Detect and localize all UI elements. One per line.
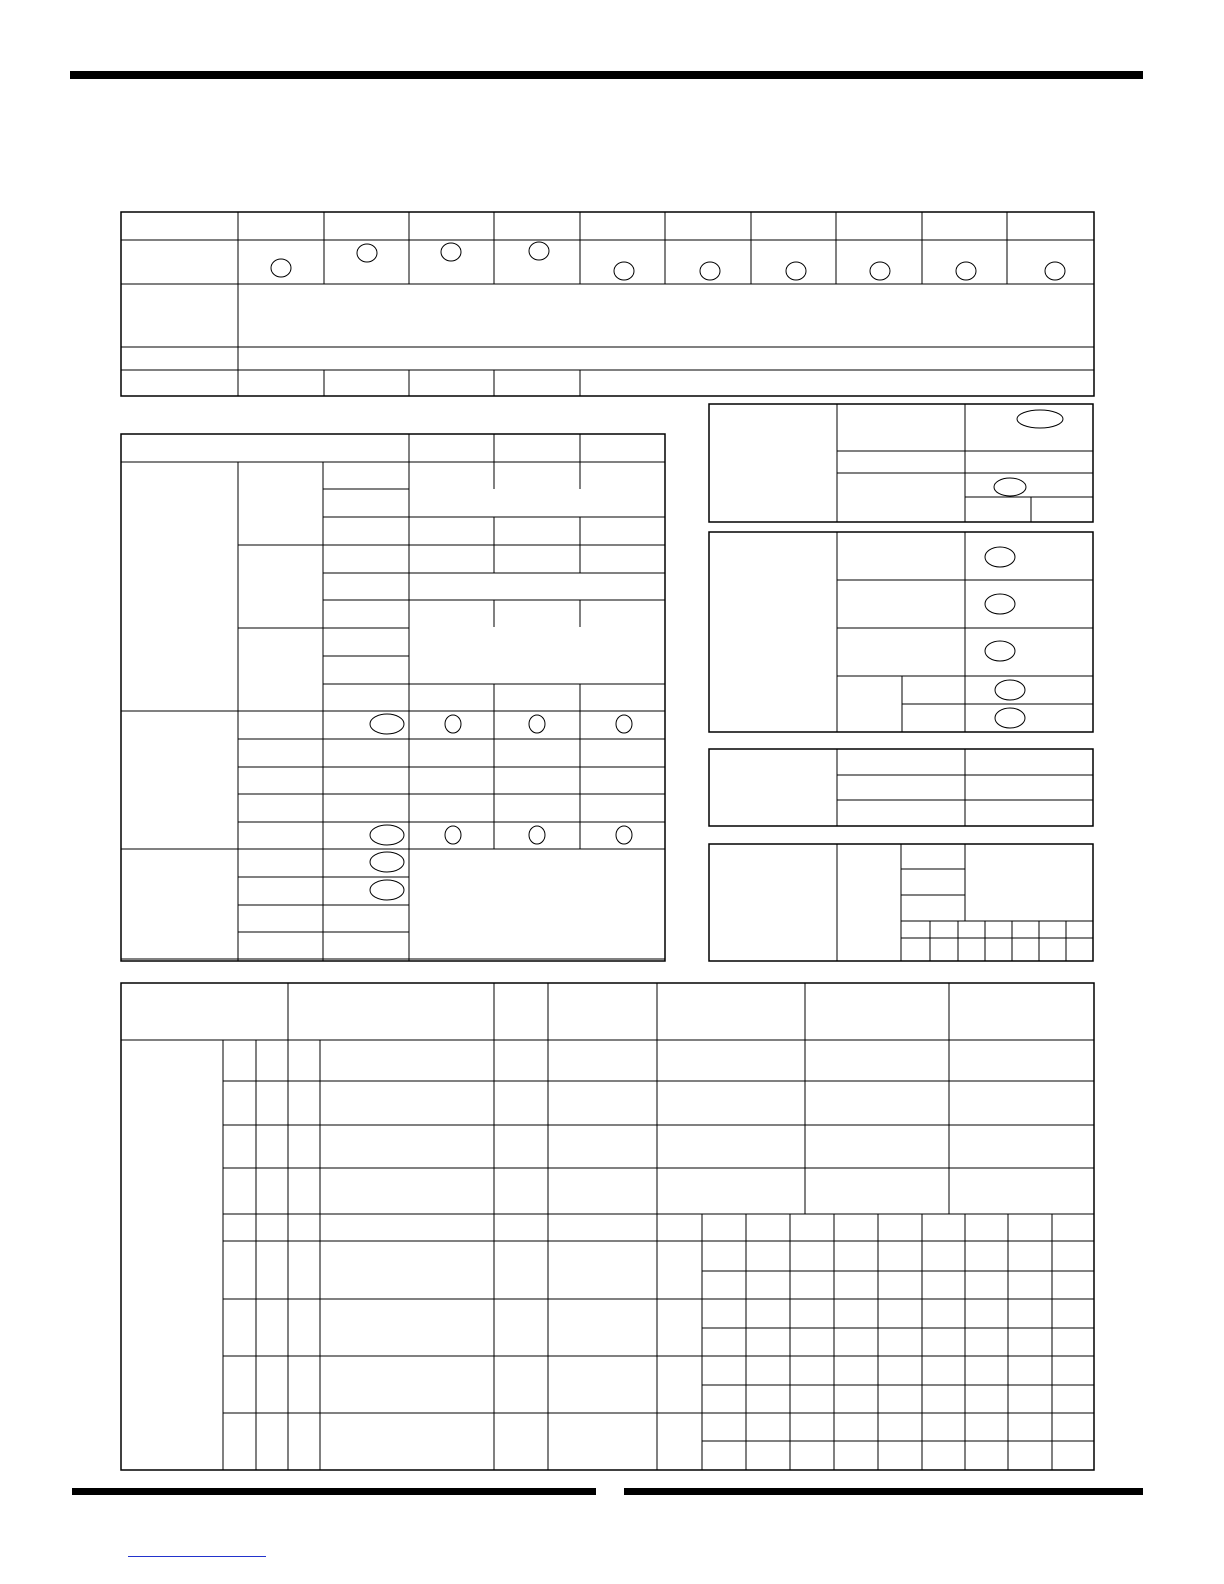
circle-mark[interactable] <box>370 714 404 734</box>
circle-mark[interactable] <box>370 880 404 900</box>
circle-mark[interactable] <box>370 852 404 872</box>
circle-mark[interactable] <box>441 243 461 261</box>
circle-mark[interactable] <box>985 547 1015 567</box>
circle-mark[interactable] <box>985 641 1015 661</box>
circle-mark[interactable] <box>870 262 890 280</box>
circle-mark[interactable] <box>529 826 545 844</box>
circle-mark[interactable] <box>786 262 806 280</box>
circle-mark[interactable] <box>956 262 976 280</box>
circle-mark[interactable] <box>614 262 634 280</box>
right-box-2 <box>709 532 1093 732</box>
circle-mark[interactable] <box>445 715 461 733</box>
circle-mark[interactable] <box>995 680 1025 700</box>
bottom-grid <box>121 983 1094 1470</box>
left-grid <box>121 434 665 961</box>
circle-mark[interactable] <box>445 826 461 844</box>
right-box-3 <box>709 749 1093 826</box>
circle-mark[interactable] <box>370 825 404 845</box>
circle-mark[interactable] <box>616 826 632 844</box>
circle-mark[interactable] <box>985 594 1015 614</box>
circle-mark[interactable] <box>529 715 545 733</box>
circle-mark[interactable] <box>271 259 291 277</box>
circle-mark[interactable] <box>616 715 632 733</box>
circle-mark[interactable] <box>357 244 377 262</box>
circle-mark[interactable] <box>1017 410 1063 428</box>
circle-mark[interactable] <box>529 242 549 260</box>
circle-mark[interactable] <box>1045 262 1065 280</box>
right-box-4 <box>709 844 1093 961</box>
circle-mark[interactable] <box>994 478 1026 496</box>
circle-mark[interactable] <box>700 262 720 280</box>
top-grid <box>121 212 1094 396</box>
circle-mark[interactable] <box>995 708 1025 728</box>
right-box-1 <box>709 404 1093 522</box>
